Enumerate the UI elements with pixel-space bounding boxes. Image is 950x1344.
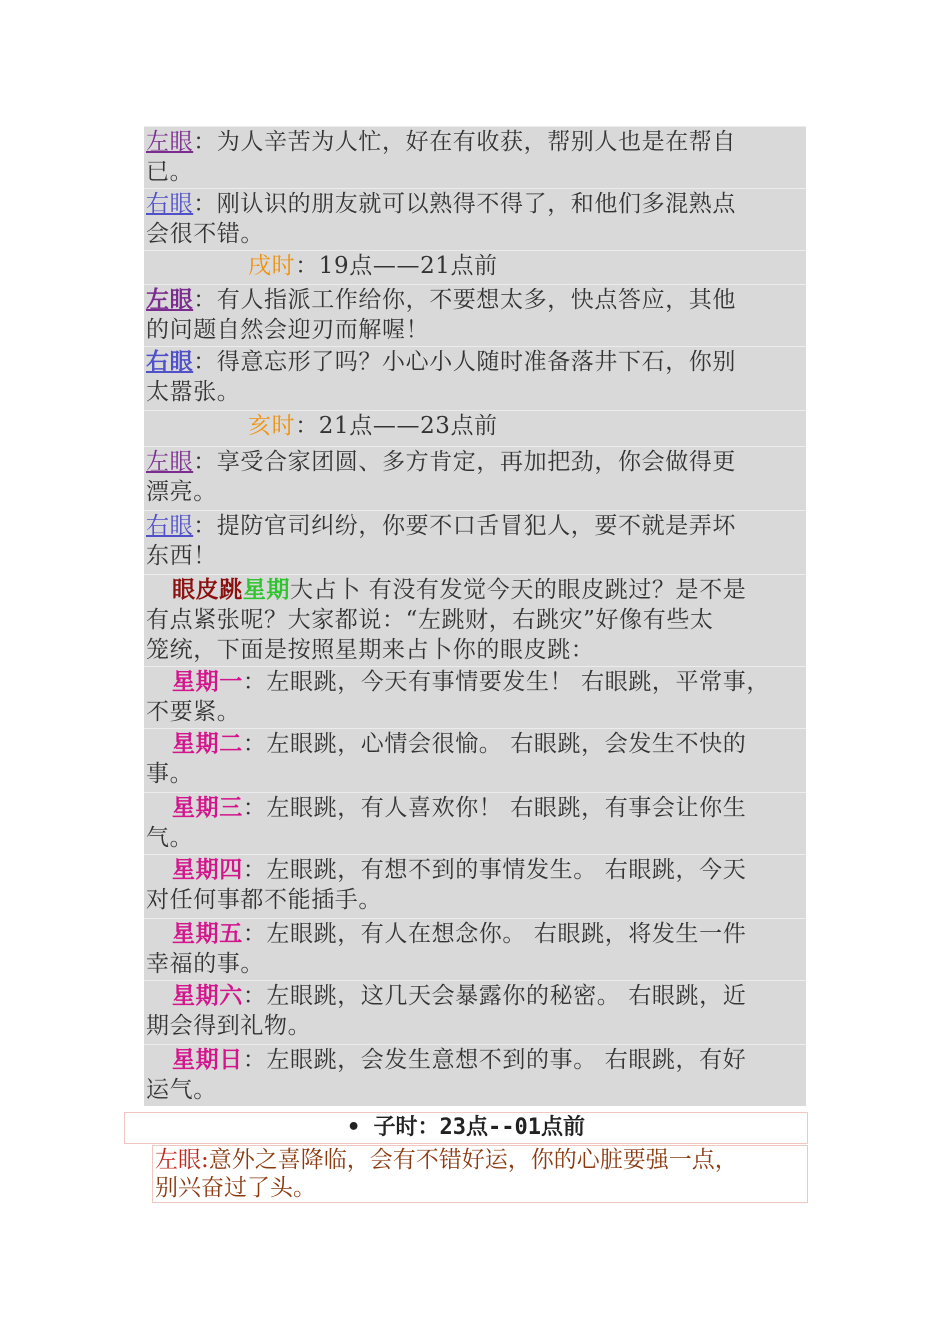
entry-text: ：为人辛苦为人忙，好在有收获，帮别人也是在帮自 — [193, 129, 737, 155]
entry-text: ：刚认识的朋友就可以熟得不得了，和他们多混熟点 — [193, 191, 737, 217]
weekday-entry — [144, 792, 806, 853]
weekday-text: ：左眼跳，心情会很愉。 右眼跳，会发生不快的 — [242, 731, 747, 757]
entry-text: ：有人指派工作给你，不要想太多，快点答应，其他 — [193, 287, 737, 313]
time-range: ：19点——21点前 — [295, 253, 498, 279]
entry-text: ：享受合家团圆、多方肯定，再加把劲，你会做得更 — [193, 449, 737, 475]
entry-text-cont: 漂亮。 — [146, 479, 217, 505]
weekday-text: ：左眼跳，今天有事情要发生！ 右眼跳，平常事， — [242, 669, 770, 695]
weekday-label: 星期日 — [172, 1046, 243, 1073]
weekday-keyword: 星期 — [242, 576, 291, 603]
weekday-entry — [144, 980, 806, 1041]
zishi-heading-box — [124, 1112, 808, 1144]
weekday-text-cont: 不要紧。 — [146, 699, 241, 725]
zishi-left-eye-entry — [152, 1145, 808, 1203]
left-eye-link[interactable]: 左眼 — [146, 286, 194, 313]
intro-text: 笼统，下面是按照星期来占卜你的眼皮跳： — [146, 637, 595, 663]
weekday-text: ：左眼跳，会发生意想不到的事。 右眼跳，有好 — [242, 1047, 747, 1073]
weekday-entry — [144, 854, 806, 915]
weekday-entry — [144, 1044, 806, 1105]
left-eye-link[interactable]: 左眼 — [146, 449, 194, 475]
weekday-text-cont: 幸福的事。 — [146, 951, 264, 977]
weekday-label: 星期一 — [172, 668, 243, 695]
right-eye-link[interactable]: 右眼 — [146, 348, 194, 375]
weekday-text-cont: 事。 — [146, 761, 194, 787]
wu-right-eye-entry — [144, 188, 806, 249]
entry-text-cont: 太嚣张。 — [146, 379, 241, 405]
entry-text: ：提防官司纠纷，你要不口舌冒犯人，要不就是弄坏 — [193, 513, 737, 539]
weekday-text-cont: 期会得到礼物。 — [146, 1013, 312, 1039]
weekday-label: 星期六 — [172, 982, 243, 1009]
time-name: 戌时 — [248, 253, 296, 279]
weekday-entry — [144, 666, 806, 727]
left-eye-link[interactable]: 左眼 — [146, 129, 194, 155]
hai-right-eye-entry — [144, 510, 806, 571]
left-eye-label: 左眼: — [155, 1147, 209, 1173]
time-name: 亥时 — [248, 413, 296, 439]
weekday-text-cont: 对任何事都不能插手。 — [146, 887, 382, 913]
weekday-label: 星期三 — [172, 794, 243, 821]
entry-text-cont: 已。 — [146, 159, 194, 185]
wu-left-eye-entry — [144, 126, 806, 187]
weekday-text: ：左眼跳，有人在想念你。 右眼跳，将发生一件 — [242, 921, 747, 947]
weekday-text-cont: 运气。 — [146, 1077, 217, 1103]
entry-text: ：得意忘形了吗？小心小人随时准备落井下石，你别 — [193, 349, 737, 375]
time-range: ：21点——23点前 — [295, 413, 498, 439]
weekday-text: ：左眼跳，有想不到的事情发生。 右眼跳，今天 — [242, 857, 747, 883]
xu-time-heading — [144, 250, 806, 281]
intro-text: 有点紧张呢？大家都说：“左跳财，右跳灾”好像有些太 — [146, 607, 714, 633]
entry-text-cont: 的问题自然会迎刃而解喔！ — [146, 317, 430, 343]
xu-right-eye-entry — [144, 346, 806, 407]
weekday-text-cont: 气。 — [146, 825, 194, 851]
entry-text-cont: 东西！ — [146, 543, 217, 569]
weekday-label: 星期五 — [172, 920, 243, 947]
intro-text: 大占卜 有没有发觉今天的眼皮跳过？是不是 — [290, 577, 747, 603]
right-eye-link[interactable]: 右眼 — [146, 513, 194, 539]
weekday-text: ：左眼跳，有人喜欢你！ 右眼跳，有事会让你生 — [242, 795, 747, 821]
weekday-text: ：左眼跳，这几天会暴露你的秘密。 右眼跳，近 — [242, 983, 747, 1009]
right-eye-link[interactable]: 右眼 — [146, 191, 194, 217]
zishi-title: • 子时：23点--01点前 — [347, 1115, 585, 1140]
eyelid-jump-keyword: 眼皮跳 — [172, 576, 243, 603]
entry-text: 意外之喜降临，会有不错好运，你的心脏要强一点， — [208, 1147, 738, 1173]
weekday-entry — [144, 728, 806, 789]
xu-left-eye-entry — [144, 284, 806, 345]
weekday-entry — [144, 918, 806, 979]
content-panel — [144, 126, 806, 1106]
weekday-label: 星期四 — [172, 856, 243, 883]
weekday-intro — [144, 574, 806, 665]
hai-left-eye-entry — [144, 446, 806, 507]
weekday-label: 星期二 — [172, 730, 243, 757]
entry-text-cont: 会很不错。 — [146, 221, 264, 247]
hai-time-heading — [144, 410, 806, 441]
entry-text-cont: 别兴奋过了头。 — [155, 1175, 316, 1201]
